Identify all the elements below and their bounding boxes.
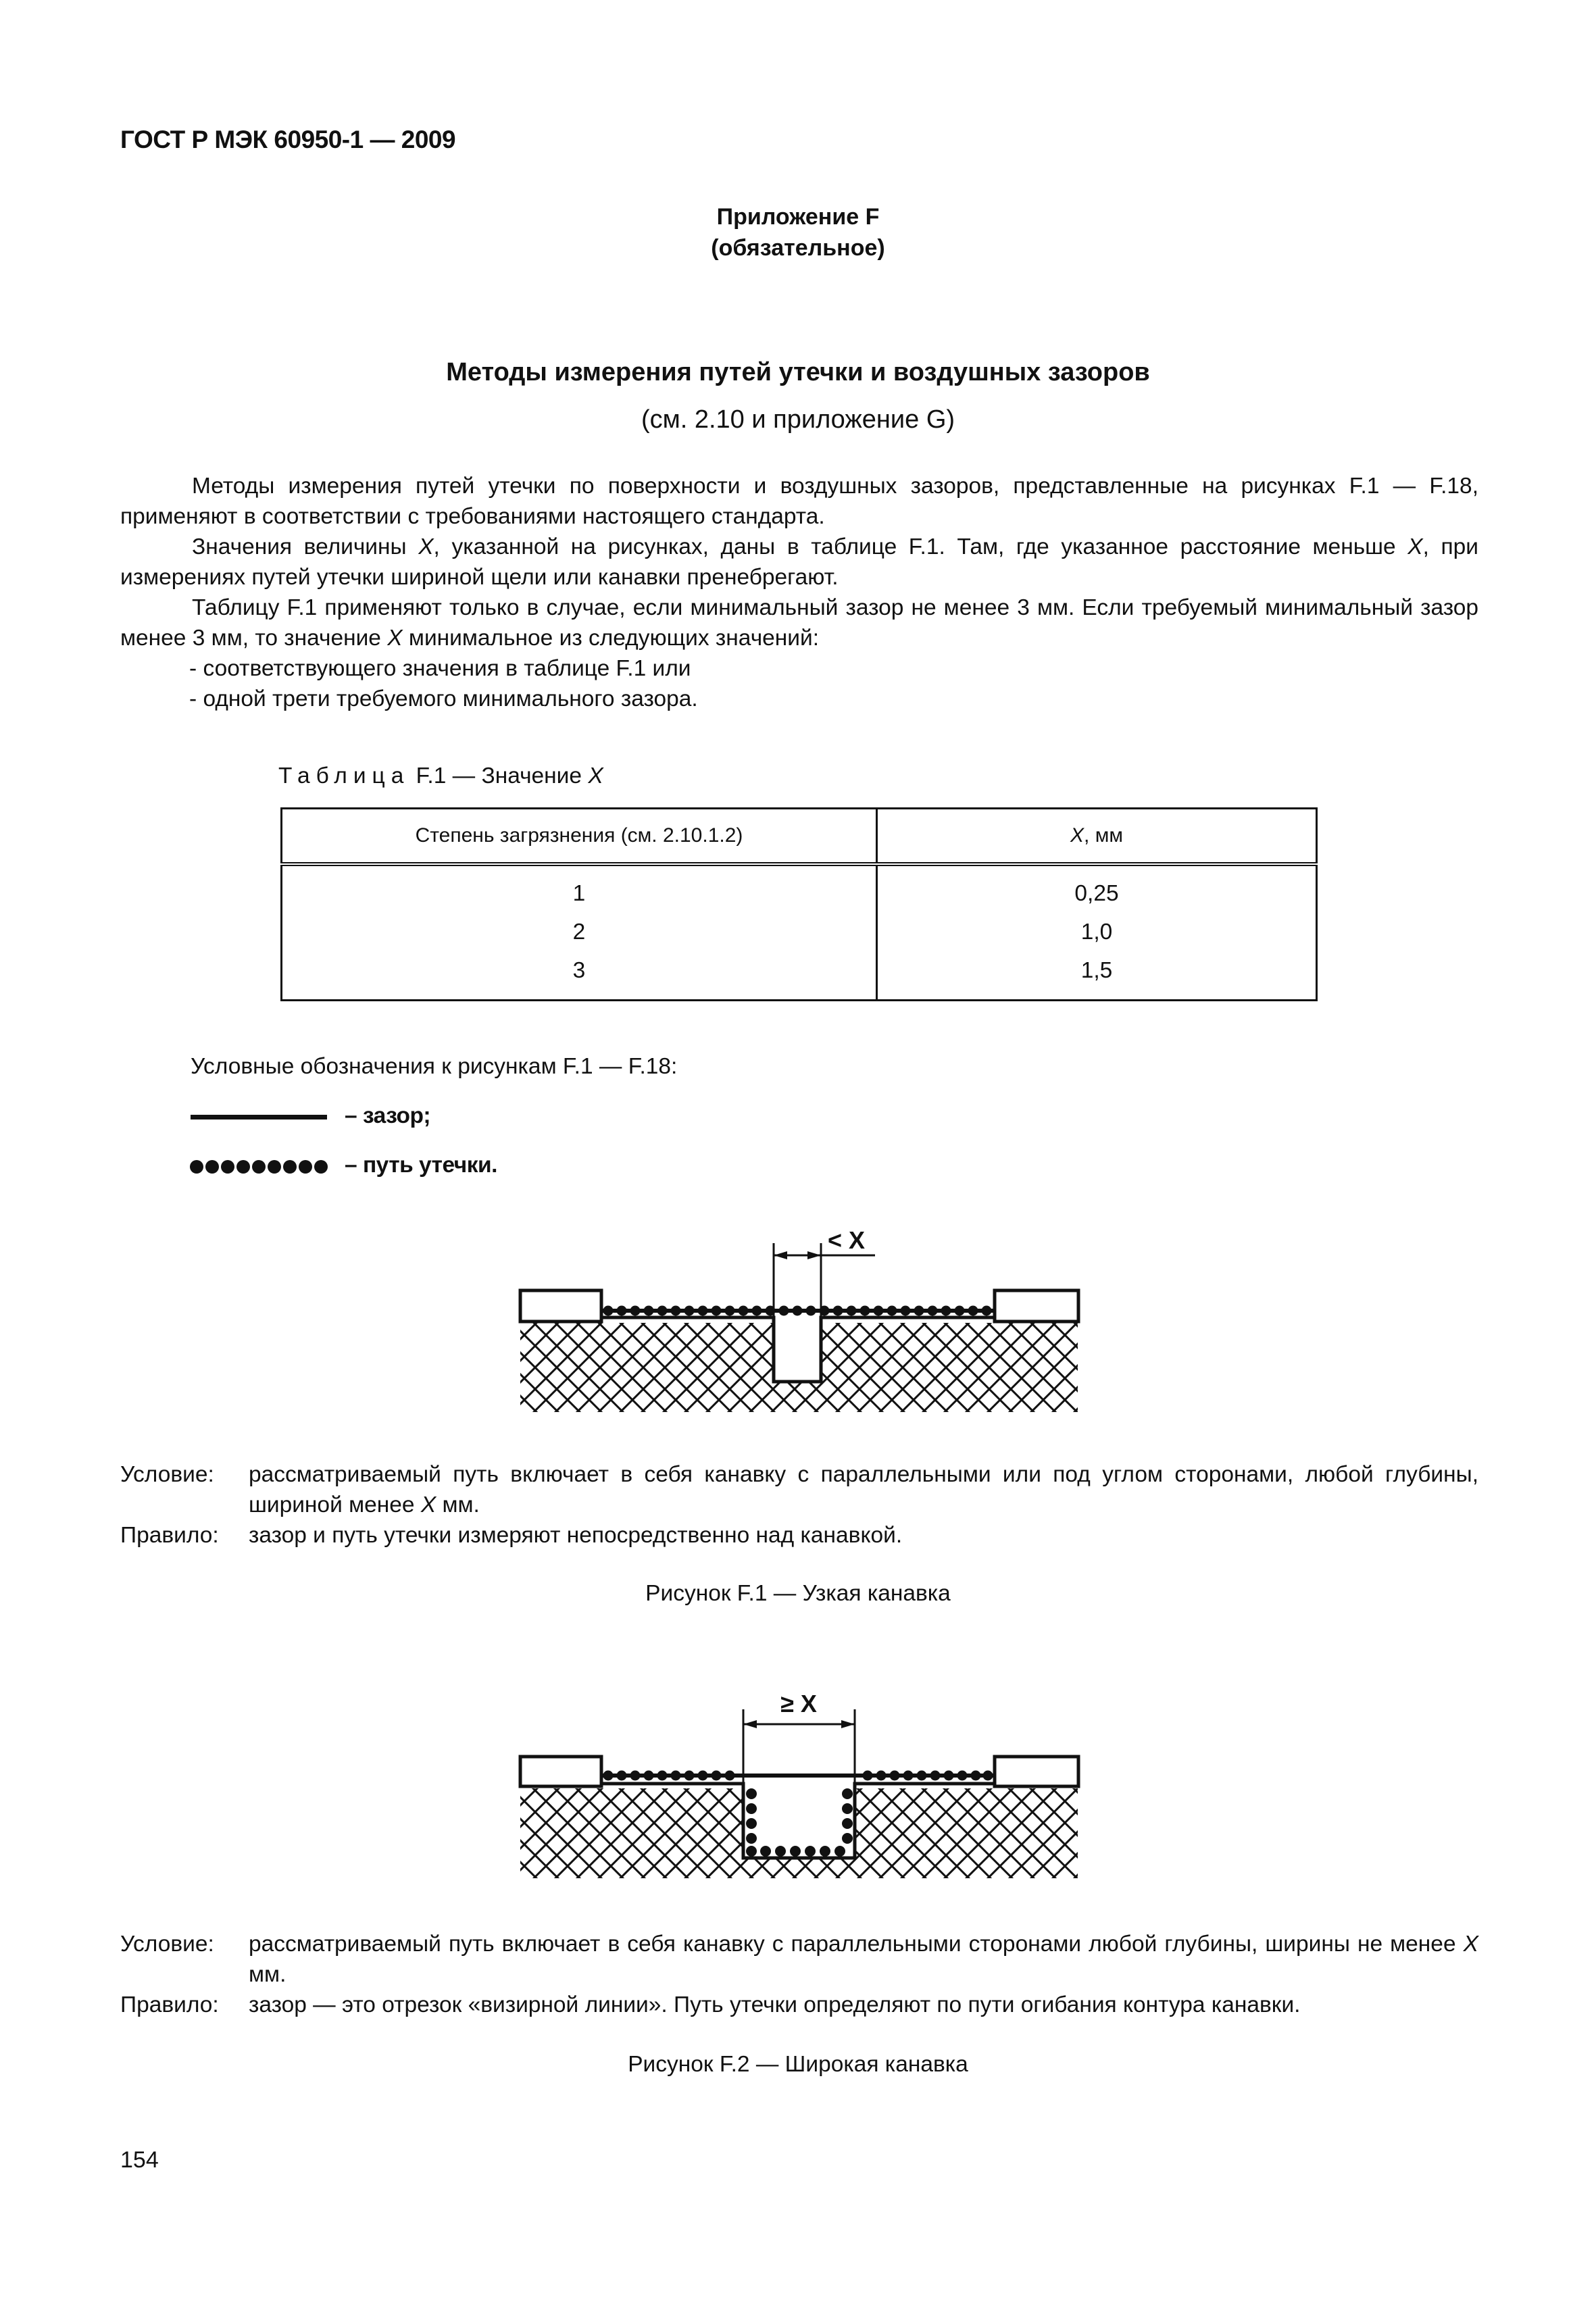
body-text (120, 471, 1478, 714)
table-cell-x-values: 0,25 1,0 1,5 (877, 864, 1317, 1001)
condition-label: Условие: (120, 1932, 214, 1957)
figure2-caption: Рисунок F.2 — Широкая канавка (628, 2052, 968, 2077)
list-item: - соответствующего значения в таблице F.1 или (189, 656, 691, 681)
table-header-x: X, мм (877, 809, 1317, 865)
legend-clearance: – зазор; (345, 1103, 431, 1128)
condition-text: рассматриваемый путь включает в себя канавку с параллельными сторонами любой глубины, ширины не менее X мм. (249, 1932, 1478, 1987)
paragraph-3: Таблицу F.1 применяют только в случае, если минимальный зазор не менее 3 мм. Если требуемый минимальный зазор менее 3 мм, то значение X минимальное из следующих значений: (120, 595, 1478, 651)
paragraph-2: Значения величины X, указанной на рисунках, даны в таблице F.1. Там, где указанное расстояние меньше X, при измерениях путей утечки шириной щели или канавки пренебрегают. (120, 534, 1478, 590)
rule-text: зазор — это отрезок «визирной линии». Путь утечки определяют по пути огибания контура канавки. (249, 1992, 1301, 2017)
list-item: - одной трети требуемого минимального зазора. (189, 686, 698, 711)
x-values-table (280, 807, 1318, 1001)
appendix-title: Приложение F (716, 204, 880, 230)
paragraph-1: Методы измерения путей утечки по поверхности и воздушных зазоров, представленные на рисунках F.1 — F.18, применяют в соответствии с требованиями настоящего стандарта. (120, 474, 1478, 529)
figure2-conditions (120, 1929, 1478, 2020)
condition-text: рассматриваемый путь включает в себя канавку с параллельными или под углом сторонами, любой глубины, шириной менее X мм. (249, 1462, 1478, 1517)
legend-creepage: – путь утечки. (345, 1153, 497, 1178)
legend-intro: Условные обозначения к рисункам F.1 — F.18: (191, 1054, 678, 1079)
rule-label: Правило: (120, 1523, 219, 1548)
figure1-conditions (120, 1459, 1478, 1551)
document-header: ГОСТ Р МЭК 60950-1 — 2009 (120, 126, 456, 153)
dim-label-less-x: < X (828, 1226, 866, 1254)
table-header-degree: Степень загрязнения (см. 2.10.1.2) (282, 809, 877, 865)
figure-f1-narrow-groove (514, 1216, 1088, 1419)
condition-label: Условие: (120, 1462, 214, 1487)
creepage-dots-symbol (189, 1157, 331, 1177)
table-row (282, 864, 1317, 1001)
clearance-line-symbol (191, 1115, 327, 1120)
section-subtitle: (см. 2.10 и приложение G) (641, 405, 955, 434)
appendix-status: (обязательное) (711, 235, 885, 261)
page-number: 154 (120, 2147, 159, 2173)
figure-f2-wide-groove (514, 1682, 1088, 1885)
table-caption: Таблица F.1 — Значение X (278, 763, 603, 788)
dim-label-ge-x: ≥ X (780, 1690, 817, 1717)
table-cell-degrees: 1 2 3 (282, 864, 877, 1001)
section-title: Методы измерения путей утечки и воздушных зазоров (446, 358, 1150, 386)
rule-label: Правило: (120, 1992, 219, 2017)
rule-text: зазор и путь утечки измеряют непосредственно над канавкой. (249, 1523, 903, 1548)
creepage-dots (603, 1306, 992, 1316)
figure1-caption: Рисунок F.1 — Узкая канавка (645, 1581, 951, 1606)
